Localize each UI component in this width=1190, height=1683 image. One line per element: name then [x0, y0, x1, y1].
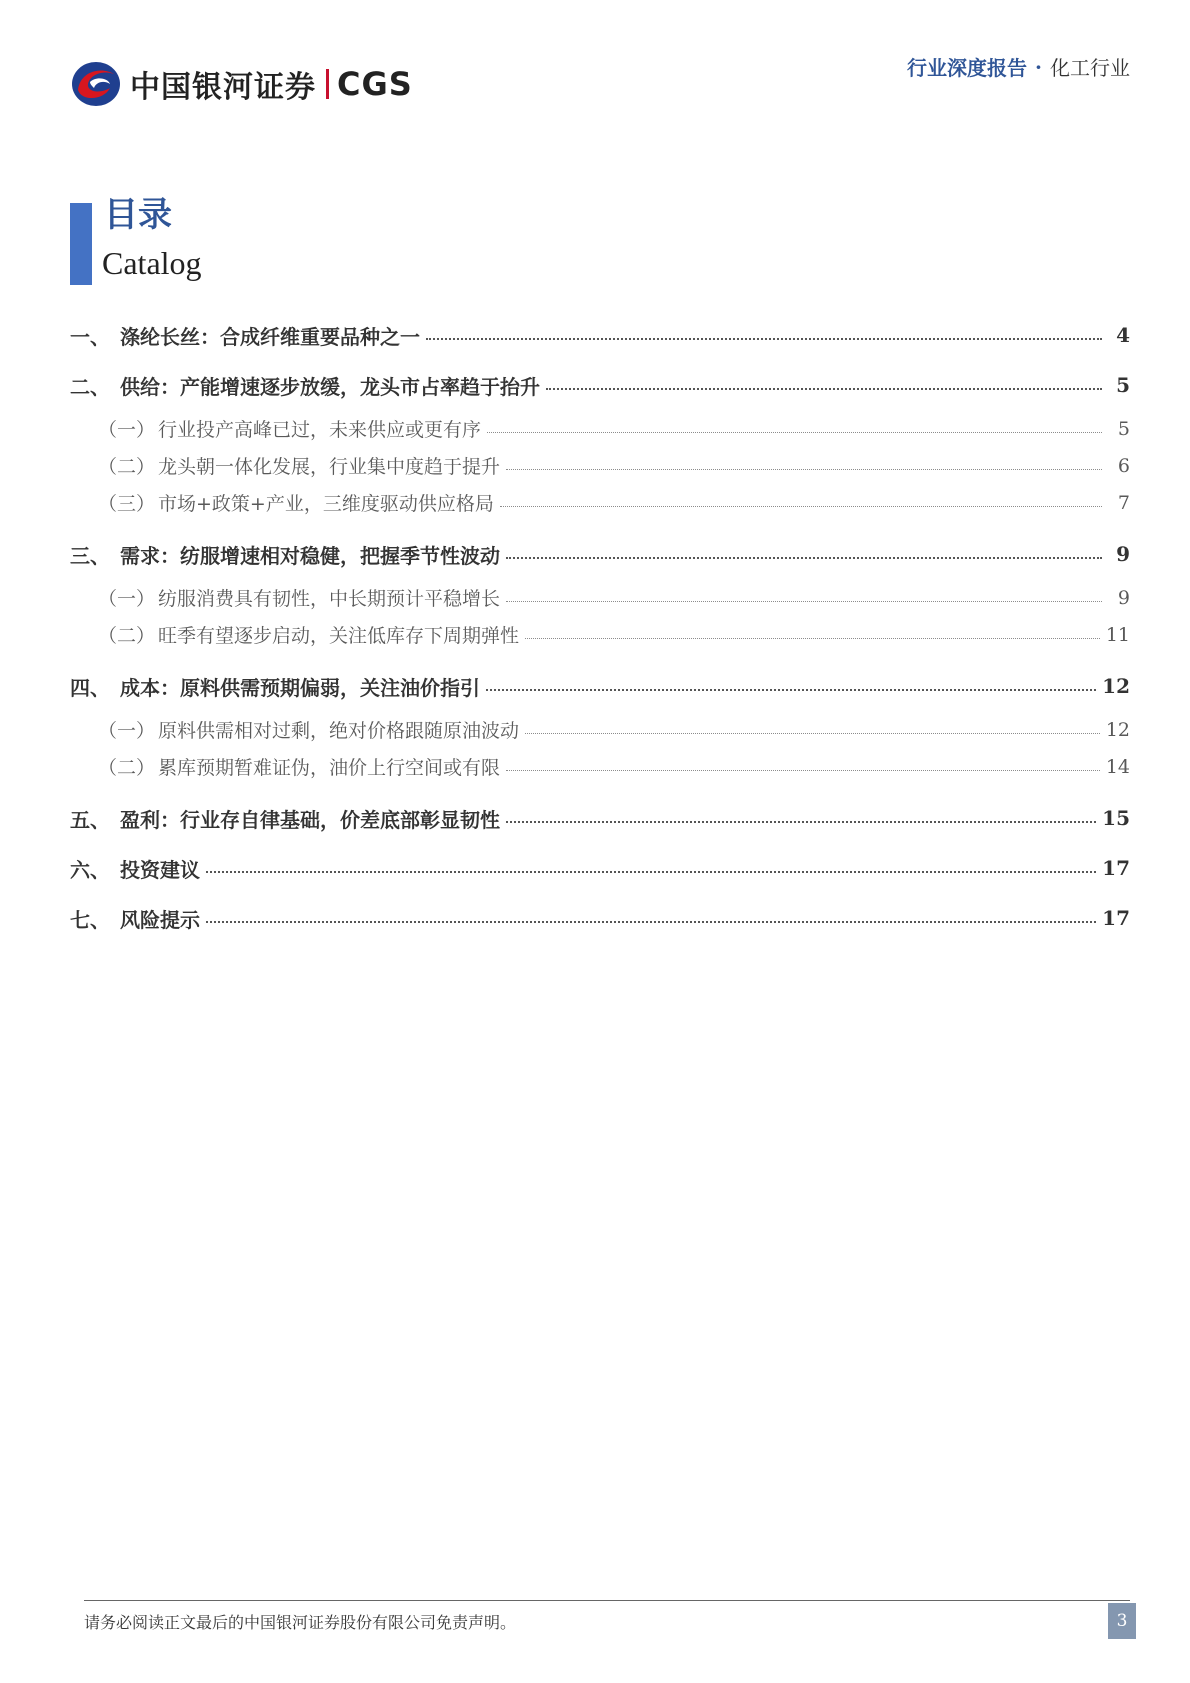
- toc-entry-title: 涤纶长丝：合成纤维重要品种之一: [120, 324, 420, 349]
- toc-entry-title: 盈利：行业存自律基础，价差底部彰显韧性: [120, 807, 500, 832]
- toc-section-entry[interactable]: [70, 843, 1130, 893]
- toc-section-entry[interactable]: [70, 893, 1130, 943]
- catalog-accent-bar: [70, 203, 92, 285]
- table-of-contents: [70, 310, 1130, 943]
- toc-section-entry[interactable]: [70, 529, 1130, 579]
- toc-dot-leader: [487, 432, 1102, 433]
- toc-entry-number: 二、: [70, 374, 110, 399]
- toc-entry-number: （二）: [98, 625, 156, 647]
- toc-page-number: 5: [1116, 373, 1130, 397]
- toc-dot-leader: [506, 601, 1102, 602]
- toc-entry-number: 五、: [70, 807, 110, 832]
- toc-section-entry[interactable]: [70, 310, 1130, 360]
- toc-entry-title: 供给：产能增速逐步放缓，龙头市占率趋于抬升: [120, 374, 540, 399]
- toc-entry-title: 累库预期暂难证伪，油价上行空间或有限: [158, 757, 501, 779]
- toc-dot-leader: [525, 733, 1100, 734]
- toc-dot-leader: [206, 871, 1096, 873]
- toc-entry-title: 旺季有望逐步启动，关注低库存下周期弹性: [158, 625, 520, 647]
- toc-page-number: 14: [1105, 755, 1130, 778]
- toc-subsection-entry[interactable]: [70, 410, 1130, 447]
- toc-dot-leader: [206, 921, 1096, 923]
- header-separator: ·: [1035, 54, 1042, 79]
- company-logo: [70, 60, 413, 108]
- toc-entry-number: 六、: [70, 857, 110, 882]
- toc-subsection-entry[interactable]: [70, 447, 1130, 484]
- toc-dot-leader: [426, 338, 1102, 340]
- toc-entry-number: 一、: [70, 324, 110, 349]
- logo-divider: [326, 69, 329, 99]
- toc-entry-title: 市场+政策+产业，三维度驱动供应格局: [158, 493, 494, 515]
- toc-dot-leader: [506, 821, 1096, 823]
- toc-entry-title: 龙头朝一体化发展，行业集中度趋于提升: [158, 456, 501, 478]
- toc-entry-number: （一）: [98, 720, 156, 742]
- cgs-logo-icon: [70, 60, 122, 108]
- page-number: 3: [1108, 1603, 1136, 1639]
- logo-chinese-name: 中国银河证券: [130, 70, 316, 105]
- toc-entry-title: 原料供需相对过剩，绝对价格跟随原油波动: [158, 720, 520, 742]
- toc-entry-number: （二）: [98, 757, 156, 779]
- toc-entry-number: （一）: [98, 419, 156, 441]
- toc-entry-number: （一）: [98, 588, 156, 610]
- toc-dot-leader: [506, 770, 1100, 771]
- toc-section-entry[interactable]: [70, 793, 1130, 843]
- toc-dot-leader: [546, 388, 1102, 390]
- toc-page-number: 11: [1105, 623, 1130, 646]
- toc-page-number: 17: [1102, 906, 1130, 930]
- toc-page-number: 12: [1102, 674, 1130, 698]
- toc-entry-number: （三）: [98, 493, 156, 515]
- toc-subsection-entry[interactable]: [70, 484, 1130, 521]
- report-header: [907, 52, 1130, 81]
- toc-page-number: 9: [1116, 542, 1130, 566]
- toc-page-number: 9: [1117, 586, 1130, 609]
- toc-page-number: 7: [1117, 491, 1130, 514]
- toc-dot-leader: [525, 638, 1100, 639]
- footer-disclaimer: 请务必阅读正文最后的中国银河证券股份有限公司免责声明。: [84, 1613, 517, 1632]
- toc-page-number: 12: [1105, 718, 1130, 741]
- toc-dot-leader: [486, 689, 1096, 691]
- toc-subsection-entry[interactable]: [70, 748, 1130, 785]
- toc-page-number: 17: [1102, 856, 1130, 880]
- catalog-title-cn: 目录: [104, 195, 172, 235]
- toc-subsection-entry[interactable]: [70, 616, 1130, 653]
- industry-name: 化工行业: [1050, 56, 1130, 80]
- toc-entry-title: 纺服消费具有韧性，中长期预计平稳增长: [158, 588, 501, 610]
- toc-dot-leader: [506, 469, 1102, 470]
- toc-entry-title: 风险提示: [120, 907, 200, 932]
- toc-entry-title: 需求：纺服增速相对稳健，把握季节性波动: [120, 543, 500, 568]
- toc-page-number: 5: [1117, 417, 1130, 440]
- catalog-title-en: Catalog: [102, 245, 202, 281]
- toc-entry-number: 七、: [70, 907, 110, 932]
- toc-entry-title: 行业投产高峰已过，未来供应或更有序: [158, 419, 482, 441]
- toc-entry-number: 三、: [70, 543, 110, 568]
- report-type: 行业深度报告: [907, 56, 1028, 80]
- toc-entry-title: 投资建议: [120, 857, 200, 882]
- toc-subsection-entry[interactable]: [70, 579, 1130, 616]
- toc-dot-leader: [500, 506, 1102, 507]
- toc-entry-number: （二）: [98, 456, 156, 478]
- footer-divider: [84, 1600, 1130, 1601]
- toc-page-number: 15: [1102, 806, 1130, 830]
- toc-page-number: 4: [1116, 323, 1130, 347]
- toc-section-entry[interactable]: [70, 661, 1130, 711]
- toc-section-entry[interactable]: [70, 360, 1130, 410]
- logo-english-name: CGS: [337, 65, 413, 103]
- toc-page-number: 6: [1117, 454, 1130, 477]
- toc-subsection-entry[interactable]: [70, 711, 1130, 748]
- toc-entry-number: 四、: [70, 675, 110, 700]
- toc-entry-title: 成本：原料供需预期偏弱，关注油价指引: [120, 675, 480, 700]
- toc-dot-leader: [506, 557, 1102, 559]
